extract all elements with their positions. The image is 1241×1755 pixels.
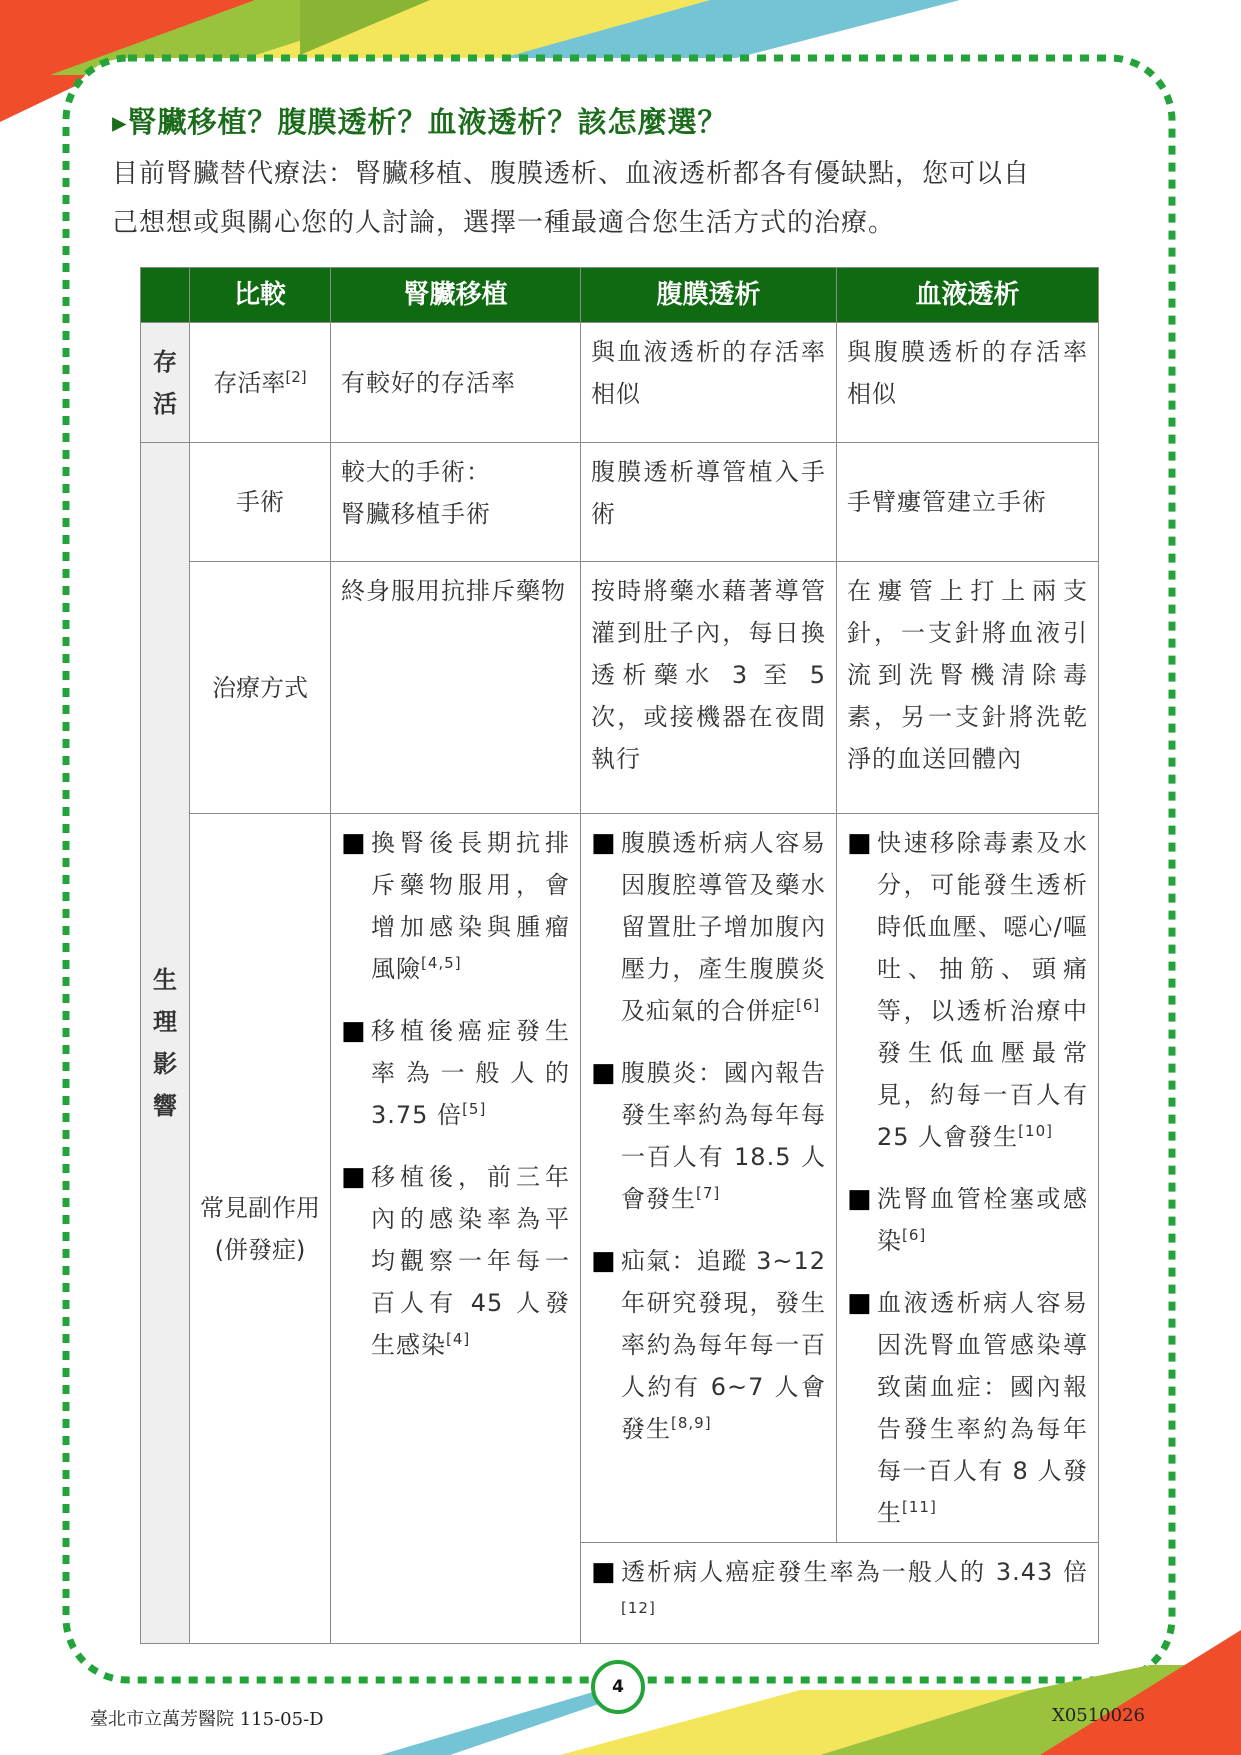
bullet-square-icon: ■ bbox=[847, 828, 873, 858]
list-item bbox=[341, 822, 570, 990]
hd-method: 在瘻管上打上兩支針，一支針將血液引流到洗腎機清除毒素，另一支針將洗乾淨的血送回體內 bbox=[837, 562, 1099, 814]
hd-survival: 與腹膜透析的存活率相似 bbox=[837, 323, 1099, 443]
bullet-text: 腹膜透析病人容易因腹腔導管及藥水留置肚子增加腹內壓力，產生腹膜炎及疝氣的合併症 bbox=[621, 829, 826, 1025]
kidney-surgery-line-2: 腎臟移植手術 bbox=[341, 500, 491, 528]
page-number: 4 bbox=[591, 1660, 645, 1714]
item-treatment-method: 治療方式 bbox=[190, 562, 331, 814]
category-char: 響 bbox=[153, 1092, 177, 1120]
table-row-method bbox=[141, 562, 1099, 814]
category-char: 理 bbox=[153, 1008, 177, 1036]
list-item bbox=[341, 1010, 570, 1136]
kidney-surgery bbox=[331, 443, 581, 562]
bullet-text: 透析病人癌症發生率為一般人的 3.43 倍 bbox=[621, 1558, 1088, 1586]
footer-doc-id: X0510026 bbox=[1052, 1705, 1145, 1726]
category-char: 活 bbox=[153, 389, 177, 418]
bullet-ref: [7] bbox=[696, 1184, 721, 1202]
bullet-square-icon: ■ bbox=[591, 1058, 617, 1088]
pd-survival: 與血液透析的存活率相似 bbox=[581, 323, 837, 443]
list-item bbox=[591, 1551, 1088, 1635]
header-compare: 比較 bbox=[190, 268, 331, 323]
kidney-method: 終身服用抗排斥藥物 bbox=[331, 562, 581, 814]
bullet-text: 腹膜炎：國內報告發生率約為每年每一百人有 18.5 人會發生 bbox=[621, 1059, 826, 1213]
section-heading: ▸腎臟移植？腹膜透析？血液透析？該怎麼選？ bbox=[112, 105, 728, 139]
kidney-side-effects bbox=[331, 814, 581, 1644]
bullet-ref: [6] bbox=[902, 1226, 927, 1244]
list-item bbox=[847, 1178, 1088, 1262]
category-physio bbox=[141, 443, 190, 1644]
list-item bbox=[591, 822, 826, 1032]
hd-side-effects bbox=[837, 814, 1099, 1543]
bullet-square-icon: ■ bbox=[591, 828, 617, 858]
pd-side-effects bbox=[581, 814, 837, 1543]
table-header-row bbox=[141, 268, 1099, 323]
table-row-surgery bbox=[141, 443, 1099, 562]
dialysis-shared-cancer bbox=[581, 1543, 1099, 1644]
list-item bbox=[591, 1052, 826, 1220]
bullet-ref: [6] bbox=[796, 996, 821, 1014]
pd-surgery: 腹膜透析導管植入手術 bbox=[581, 443, 837, 562]
bullet-square-icon: ■ bbox=[847, 1184, 873, 1214]
bullet-text: 疝氣：追蹤 3~12 年研究發現，發生率約為每年每一百人約有 6~7 人會發生 bbox=[621, 1247, 826, 1443]
bullet-ref: [10] bbox=[1018, 1122, 1053, 1140]
bullet-square-icon: ■ bbox=[591, 1246, 617, 1276]
intro-line-1: 目前腎臟替代療法：腎臟移植、腹膜透析、血液透析都各有優缺點，您可以自 bbox=[112, 159, 1031, 189]
comparison-table bbox=[140, 267, 1099, 1644]
bullet-text: 移植後，前三年內的感染率為平均觀察一年每一百人有 45 人發生感染 bbox=[371, 1163, 570, 1359]
bullet-text: 洗腎血管栓塞或感染 bbox=[877, 1185, 1088, 1255]
bullet-square-icon: ■ bbox=[341, 1162, 367, 1192]
item-side-effects bbox=[190, 814, 331, 1644]
pd-method: 按時將藥水藉著導管灌到肚子內，每日換透析藥水 3 至 5 次，或接機器在夜間執行 bbox=[581, 562, 837, 814]
bullet-square-icon: ■ bbox=[341, 1016, 367, 1046]
bullet-text: 換腎後長期抗排斥藥物服用，會增加感染與腫瘤風險 bbox=[371, 829, 570, 983]
bullet-square-icon: ■ bbox=[591, 1557, 617, 1587]
header-hemodialysis: 血液透析 bbox=[837, 268, 1099, 323]
list-item bbox=[341, 1156, 570, 1366]
header-peritoneal-dialysis: 腹膜透析 bbox=[581, 268, 837, 323]
category-char: 影 bbox=[153, 1050, 177, 1078]
item-surgery: 手術 bbox=[190, 443, 331, 562]
category-char: 生 bbox=[153, 966, 177, 994]
intro-paragraph bbox=[112, 150, 1112, 248]
header-kidney-transplant: 腎臟移植 bbox=[331, 268, 581, 323]
header-corner bbox=[141, 268, 190, 323]
kidney-survival: 有較好的存活率 bbox=[331, 323, 581, 443]
item-side-effects-line-1: 常見副作用 bbox=[200, 1193, 320, 1222]
intro-line-2: 己想想或與關心您的人討論，選擇一種最適合您生活方式的治療。 bbox=[112, 208, 896, 238]
item-side-effects-line-2: (併發症) bbox=[214, 1235, 306, 1264]
bullet-square-icon: ■ bbox=[341, 828, 367, 858]
list-item bbox=[591, 1240, 826, 1450]
item-survival-rate: 存活率[2] bbox=[190, 323, 331, 443]
table-row-side-effects bbox=[141, 814, 1099, 1543]
list-item bbox=[847, 1282, 1088, 1534]
table-row-survival bbox=[141, 323, 1099, 443]
kidney-surgery-line-1: 較大的手術： bbox=[341, 458, 491, 486]
bullet-ref: [5] bbox=[462, 1100, 487, 1118]
bullet-ref: [4,5] bbox=[421, 954, 462, 972]
category-survival bbox=[141, 323, 190, 443]
category-char: 存 bbox=[153, 347, 177, 376]
footer-hospital-code: 臺北市立萬芳醫院 115-05-D bbox=[90, 1709, 324, 1730]
bullet-square-icon: ■ bbox=[847, 1288, 873, 1318]
bullet-ref: [8,9] bbox=[671, 1414, 712, 1432]
hd-surgery: 手臂瘻管建立手術 bbox=[837, 443, 1099, 562]
bullet-ref: [11] bbox=[902, 1498, 937, 1516]
bullet-text: 血液透析病人容易因洗腎血管感染導致菌血症：國內報告發生率約為每年每一百人有 8 人發生 bbox=[877, 1289, 1088, 1527]
bullet-text: 移植後癌症發生率為一般人的 3.75 倍 bbox=[371, 1017, 570, 1129]
list-item bbox=[847, 822, 1088, 1158]
bullet-ref: [4] bbox=[446, 1330, 471, 1348]
bullet-ref: [12] bbox=[621, 1599, 656, 1617]
bullet-text: 快速移除毒素及水分，可能發生透析時低血壓、噁心/嘔吐、抽筋、頭痛等，以透析治療中發生低血壓最常見，約每一百人有 25 人會發生 bbox=[877, 829, 1088, 1151]
